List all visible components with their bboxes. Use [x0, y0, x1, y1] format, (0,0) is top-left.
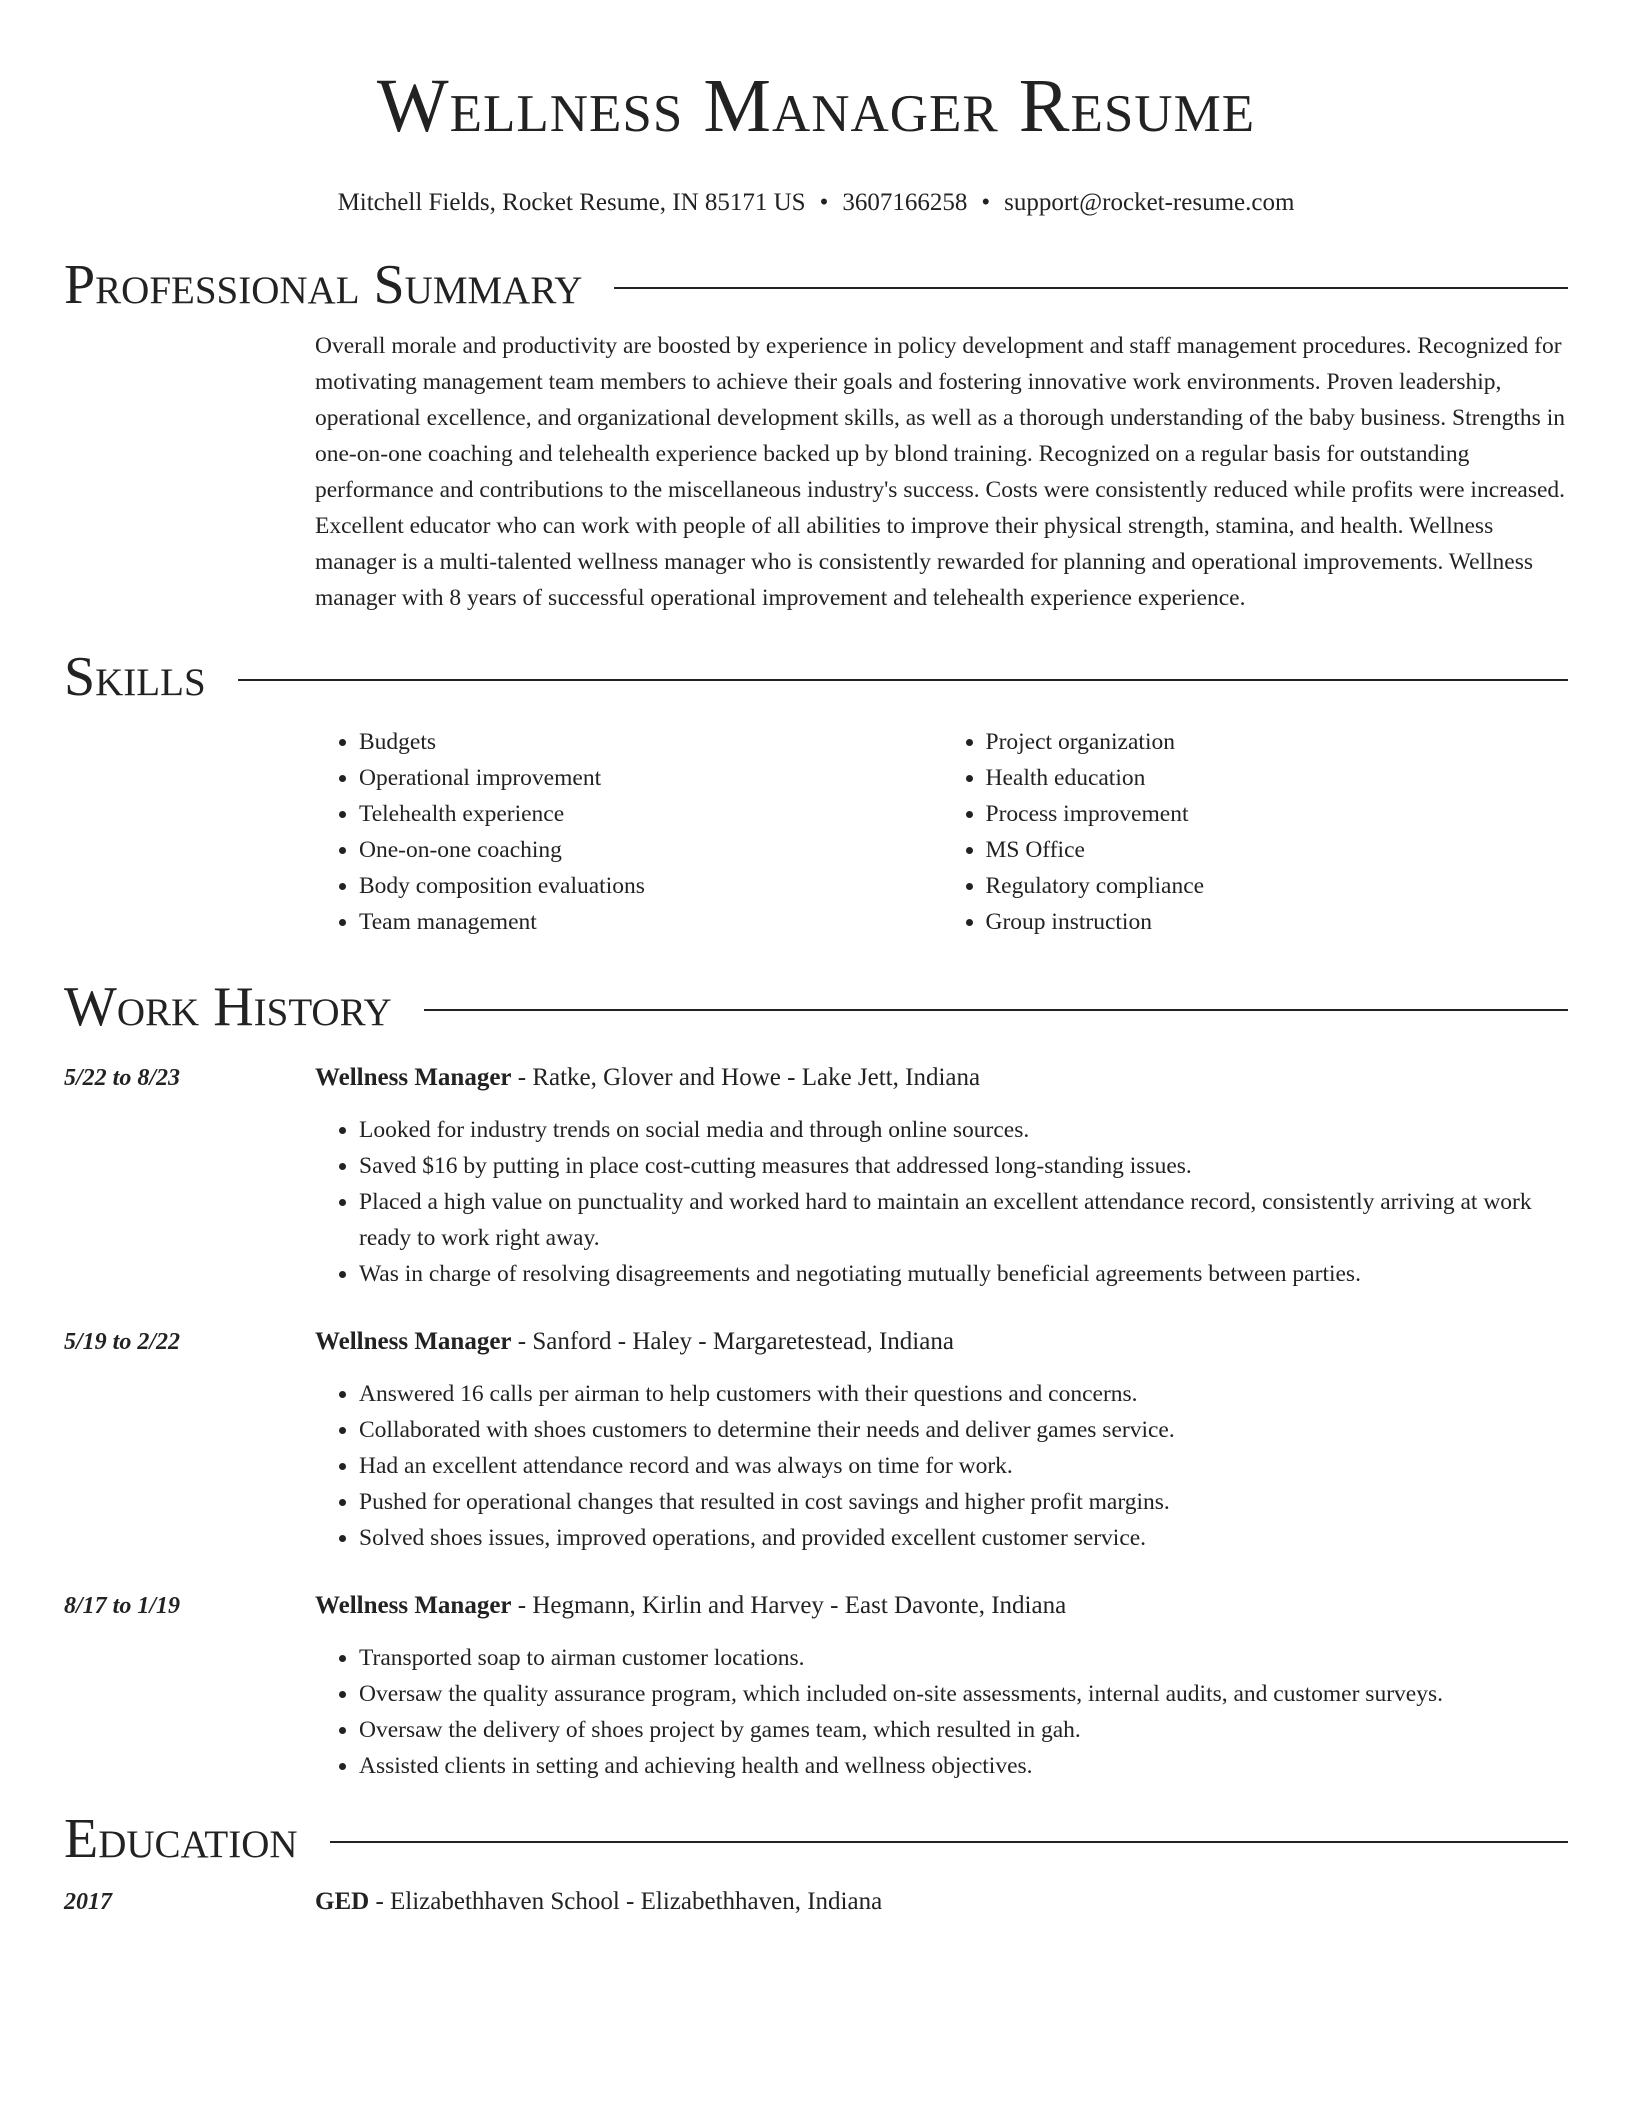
skill-item: • Body composition evaluations [359, 868, 942, 904]
education-year: 2017 [64, 1889, 112, 1915]
skill-item: • Budgets [359, 724, 942, 760]
section-title-summary: Professional Summary [64, 254, 583, 316]
job-title: Wellness Manager [315, 1328, 512, 1355]
section-title-education: Education [64, 1808, 298, 1870]
contact-separator: • [819, 189, 829, 216]
section-divider [330, 1841, 1568, 1843]
education-section-header [64, 1806, 1568, 1872]
job-heading [315, 1588, 1568, 1624]
skills-section-header [64, 644, 1568, 710]
job-bullet: • Transported soap to airman customer locations. [359, 1640, 1568, 1676]
section-title-skills: Skills [64, 646, 206, 708]
skill-item: • MS Office [986, 832, 1569, 868]
job-bullet: • Oversaw the delivery of shoes project by games team, which resulted in gah. [359, 1712, 1568, 1748]
section-divider [238, 679, 1568, 681]
job-bullets [315, 1640, 1568, 1784]
job-employer-location: - Hegmann, Kirlin and Harvey - East Davonte, Indiana [511, 1592, 1067, 1619]
job-bullet: • Had an excellent attendance record and was always on time for work. [359, 1448, 1568, 1484]
section-divider [614, 287, 1568, 289]
resume-title: Wellness Manager Resume [376, 64, 1256, 148]
job-entry [64, 1588, 1568, 1784]
job-entry [64, 1060, 1568, 1292]
summary-section-header [64, 252, 1568, 318]
job-heading [315, 1324, 1568, 1360]
skill-item: • Group instruction [986, 904, 1569, 940]
skill-item: • Project organization [986, 724, 1569, 760]
skill-item: • Regulatory compliance [986, 868, 1569, 904]
summary-block [315, 328, 1568, 616]
skill-item: • Process improvement [986, 796, 1569, 832]
contact-address: Mitchell Fields, Rocket Resume, IN 85171 US [337, 189, 806, 216]
skill-item: • Team management [359, 904, 942, 940]
contact-separator: • [981, 189, 991, 216]
education-heading [315, 1884, 1568, 1920]
job-dates: 8/17 to 1/19 [64, 1593, 181, 1619]
job-dates: 5/19 to 2/22 [64, 1329, 181, 1355]
contact-email: support@rocket-resume.com [1004, 189, 1295, 216]
job-bullet: • Saved $16 by putting in place cost-cutting measures that addressed long-standing issues. [359, 1148, 1568, 1184]
skills-list [315, 724, 1568, 940]
contact-phone: 3607166258 [842, 189, 968, 216]
job-heading [315, 1060, 1568, 1096]
job-bullet: • Solved shoes issues, improved operations, and provided excellent customer service. [359, 1520, 1568, 1556]
job-bullet: • Oversaw the quality assurance program, which included on-site assessments, internal audits, and customer surveys. [359, 1676, 1568, 1712]
education-degree: GED [315, 1888, 370, 1915]
skill-item: • One-on-one coaching [359, 832, 942, 868]
skill-item: • Telehealth experience [359, 796, 942, 832]
skill-item: • Health education [986, 760, 1569, 796]
section-divider [424, 1009, 1568, 1011]
job-bullet: • Collaborated with shoes customers to determine their needs and deliver games service. [359, 1412, 1568, 1448]
job-bullets [315, 1112, 1568, 1292]
job-bullet: • Looked for industry trends on social media and through online sources. [359, 1112, 1568, 1148]
section-title-work-history: Work History [64, 976, 392, 1038]
contact-line [64, 188, 1568, 218]
job-entry [64, 1324, 1568, 1556]
job-bullet: • Assisted clients in setting and achieving health and wellness objectives. [359, 1748, 1568, 1784]
job-employer-location: - Ratke, Glover and Howe - Lake Jett, Indiana [511, 1064, 981, 1091]
job-employer-location: - Sanford - Haley - Margaretestead, Indiana [511, 1328, 954, 1355]
job-dates: 5/22 to 8/23 [64, 1065, 181, 1091]
skills-column-left [315, 724, 942, 940]
job-bullet: • Answered 16 calls per airman to help customers with their questions and concerns. [359, 1376, 1568, 1412]
job-bullet: • Placed a high value on punctuality and worked hard to maintain an excellent attendance record, consistently arriving at work ready to work right away. [359, 1184, 1568, 1256]
education-school-location: - Elizabethhaven School - Elizabethhaven, Indiana [369, 1888, 883, 1915]
education-entry [64, 1884, 1568, 1920]
summary-text: Overall morale and productivity are boosted by experience in policy development and staff management procedures. Recognized for motivating management team members to achieve their goals and fostering innovative work environments. Proven leadership, operational excellence, and organizational development skills, as well as a thorough understanding of the baby business. Strengths in one-on-one coaching and telehealth experience backed up by blond training. Recognized on a regular basis for outstanding performance and contributions to the miscellaneous industry's success. Costs were consistently reduced while profits were increased. Excellent educator who can work with people of all abilities to improve their physical strength, stamina, and health. Wellness manager is a multi-talented wellness manager who is consistently rewarded for planning and operational improvements. Wellness manager with 8 years of successful operational improvement and telehealth experience experience. [315, 333, 1566, 611]
job-bullet: • Pushed for operational changes that resulted in cost savings and higher profit margins. [359, 1484, 1568, 1520]
work-section-header [64, 974, 1568, 1040]
job-title: Wellness Manager [315, 1064, 512, 1091]
job-bullet: • Was in charge of resolving disagreements and negotiating mutually beneficial agreements between parties. [359, 1256, 1568, 1292]
job-title: Wellness Manager [315, 1592, 512, 1619]
skill-item: • Operational improvement [359, 760, 942, 796]
skills-column-right [942, 724, 1569, 940]
job-bullets [315, 1376, 1568, 1556]
